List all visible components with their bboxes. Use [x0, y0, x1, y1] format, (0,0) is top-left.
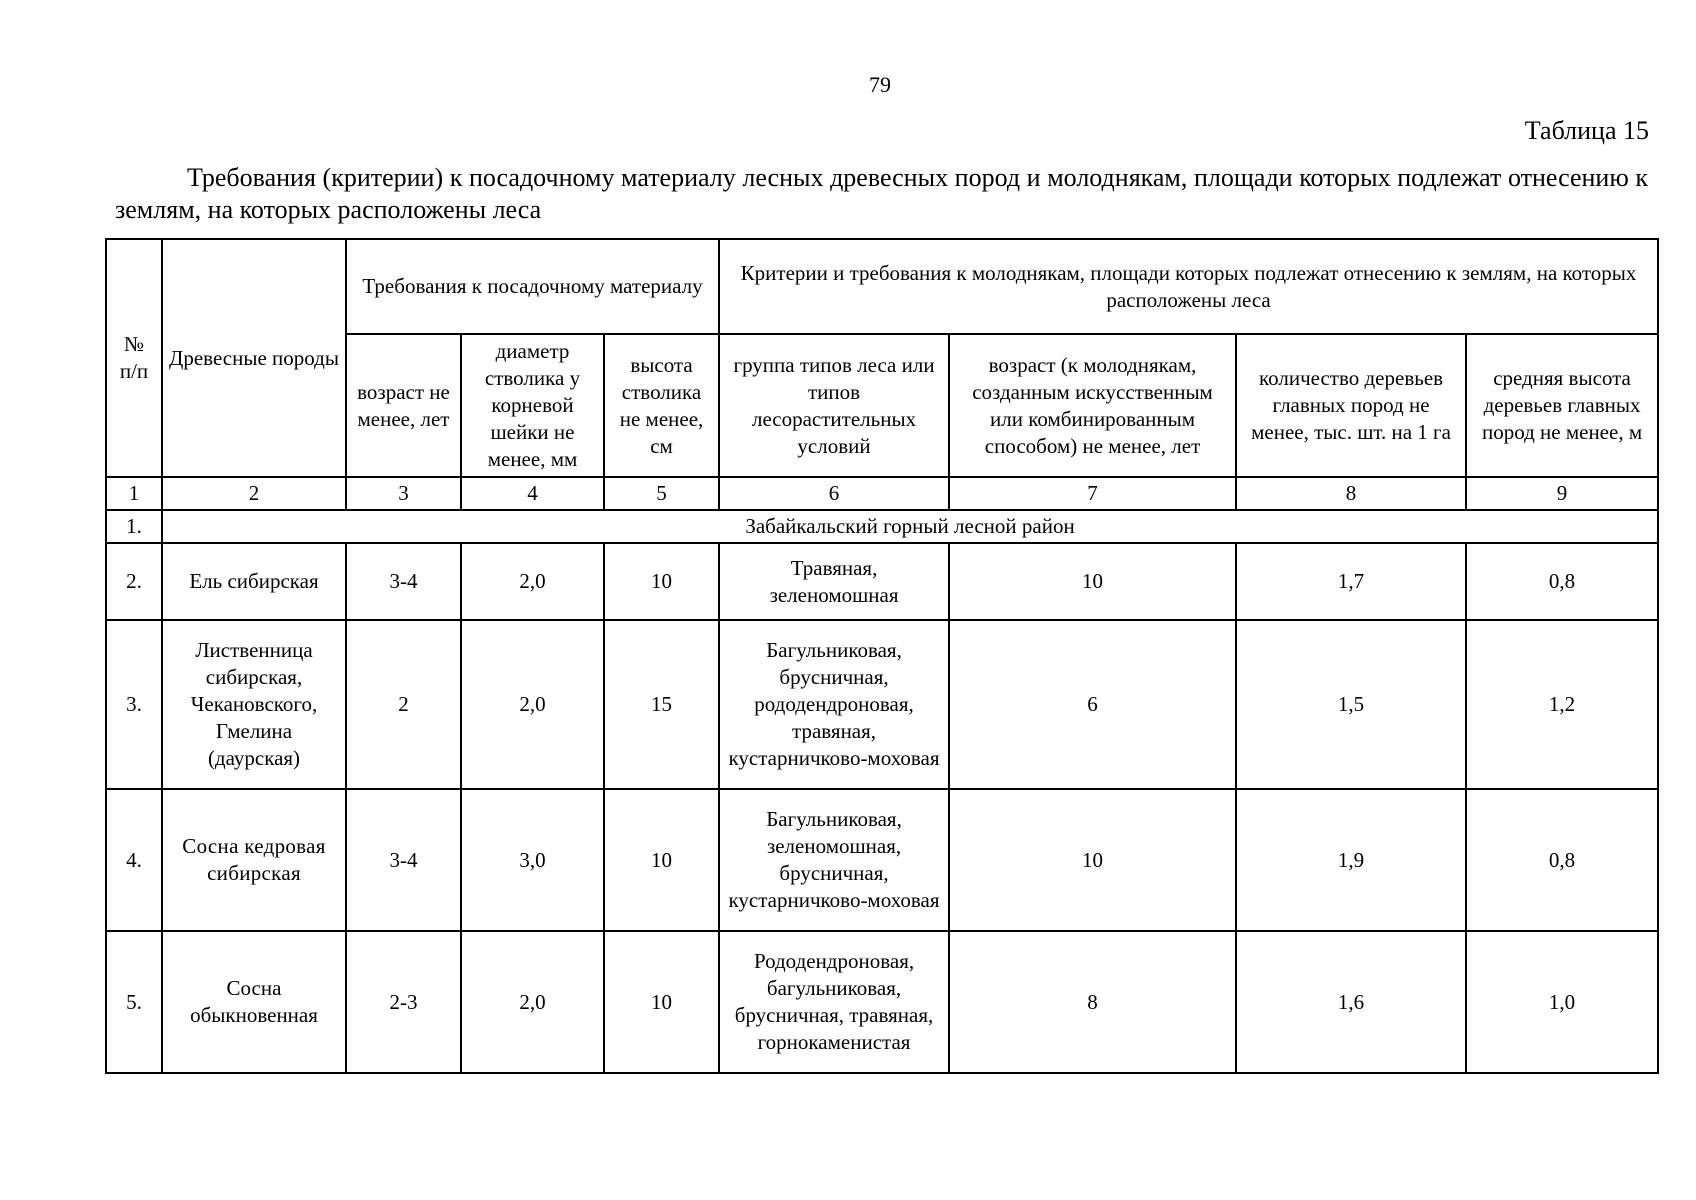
- row-age: 3-4: [346, 789, 461, 931]
- row-forest-type: Багульниковая, брусничная, рододендроновая, травяная, кустарничково-моховая: [719, 620, 949, 789]
- row-forest-type: Рододендроновая, багульниковая, брусничная, травяная, горнокаменистая: [719, 931, 949, 1073]
- page-number: 79: [869, 72, 891, 97]
- table-row: [106, 931, 1658, 1073]
- row-young-age: 8: [949, 931, 1236, 1073]
- table-row: [106, 620, 1658, 789]
- header-height: высота стволика не менее, см: [604, 334, 719, 477]
- row-age: 3-4: [346, 543, 461, 620]
- column-number: 6: [719, 477, 949, 510]
- region-row: [106, 510, 1658, 543]
- row-avg-height: 0,8: [1466, 543, 1658, 620]
- column-number: 2: [162, 477, 346, 510]
- column-number: 5: [604, 477, 719, 510]
- header-diameter: диаметр стволика у корневой шейки не менее, мм: [461, 334, 604, 477]
- document-title: Требования (критерии) к посадочному материалу лесных древесных пород и молоднякам, площади которых подлежат отнесению к землям, на которых расположены леса: [115, 163, 1648, 224]
- row-avg-height: 1,0: [1466, 931, 1658, 1073]
- row-diameter: 2,0: [461, 620, 604, 789]
- table-label: Таблица 15: [1524, 116, 1649, 145]
- row-tree-count: 1,9: [1236, 789, 1466, 931]
- row-num: 2.: [106, 543, 162, 620]
- row-height: 15: [604, 620, 719, 789]
- table-row: [106, 543, 1658, 620]
- header-young-age: возраст (к молоднякам, созданным искусственным или комбинированным способом) не менее, лет: [949, 334, 1236, 477]
- row-avg-height: 0,8: [1466, 789, 1658, 931]
- row-diameter: 3,0: [461, 789, 604, 931]
- column-number: 7: [949, 477, 1236, 510]
- row-diameter: 2,0: [461, 931, 604, 1073]
- table-row: [106, 789, 1658, 931]
- column-number: 8: [1236, 477, 1466, 510]
- row-num: 5.: [106, 931, 162, 1073]
- requirements-table: [105, 238, 1659, 1074]
- header-group-young-stands: Критерии и требования к молоднякам, площади которых подлежат отнесению к землям, на которых расположены леса: [719, 239, 1658, 334]
- row-height: 10: [604, 931, 719, 1073]
- header-group-planting-material: Требования к посадочному материалу: [346, 239, 719, 334]
- row-avg-height: 1,2: [1466, 620, 1658, 789]
- row-young-age: 10: [949, 543, 1236, 620]
- region-num: 1.: [106, 510, 162, 543]
- column-number: 3: [346, 477, 461, 510]
- row-young-age: 6: [949, 620, 1236, 789]
- header-tree-count: количество деревьев главных пород не менее, тыс. шт. на 1 га: [1236, 334, 1466, 477]
- row-age: 2: [346, 620, 461, 789]
- row-tree-count: 1,6: [1236, 931, 1466, 1073]
- column-number: 1: [106, 477, 162, 510]
- header-species: Древесные породы: [162, 239, 346, 477]
- column-number: 4: [461, 477, 604, 510]
- header-age: возраст не менее, лет: [346, 334, 461, 477]
- header-avg-height: средняя высота деревьев главных пород не менее, м: [1466, 334, 1658, 477]
- row-species: Ель сибирская: [162, 543, 346, 620]
- header-row-groups: [106, 239, 1658, 334]
- header-num: № п/п: [106, 239, 162, 477]
- row-tree-count: 1,7: [1236, 543, 1466, 620]
- row-height: 10: [604, 543, 719, 620]
- row-num: 4.: [106, 789, 162, 931]
- column-number: 9: [1466, 477, 1658, 510]
- row-young-age: 10: [949, 789, 1236, 931]
- column-number-row: [106, 477, 1658, 510]
- header-forest-type: группа типов леса или типов лесорастительных условий: [719, 334, 949, 477]
- row-species: Лиственница сибирская, Чекановского, Гмелина (даурская): [162, 620, 346, 789]
- row-age: 2-3: [346, 931, 461, 1073]
- row-species: Сосна обыкновенная: [162, 931, 346, 1073]
- row-species: Сосна кедровая сибирская: [162, 789, 346, 931]
- region-name: Забайкальский горный лесной район: [162, 510, 1658, 543]
- row-forest-type: Травяная, зеленомошная: [719, 543, 949, 620]
- row-diameter: 2,0: [461, 543, 604, 620]
- row-forest-type: Багульниковая, зеленомошная, брусничная, кустарничково-моховая: [719, 789, 949, 931]
- row-tree-count: 1,5: [1236, 620, 1466, 789]
- row-num: 3.: [106, 620, 162, 789]
- row-height: 10: [604, 789, 719, 931]
